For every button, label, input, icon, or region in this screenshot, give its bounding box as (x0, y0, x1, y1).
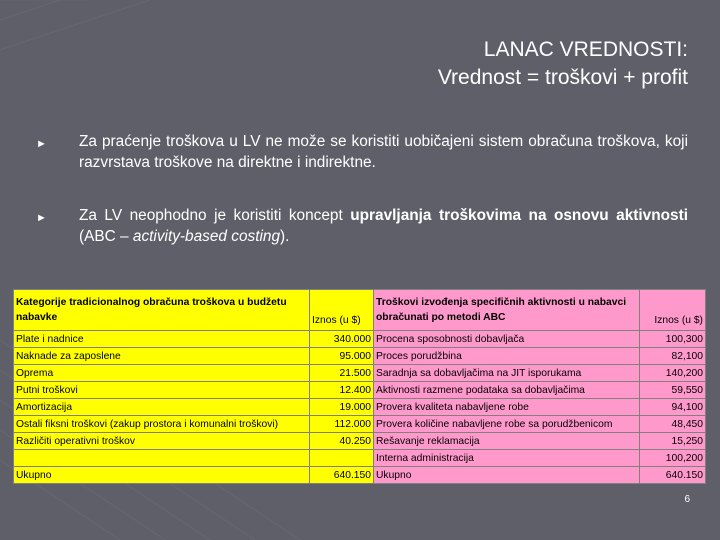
abc-item: Rešavanje reklamacija (374, 433, 640, 450)
header-abc-amount: Iznos (u $) (640, 290, 706, 331)
abc-total-label: Ukupno (374, 467, 640, 484)
abc-item: Provera kvaliteta nabavljene robe (374, 399, 640, 416)
table-row (14, 399, 706, 416)
traditional-amount: 19.000 (310, 399, 374, 416)
traditional-total-amount: 640.150 (310, 467, 374, 484)
abc-amount: 94,100 (640, 399, 706, 416)
table-row (14, 433, 706, 450)
traditional-item: Plate i nadnice (14, 331, 310, 348)
traditional-item: Različiti operativni troškov (14, 433, 310, 450)
traditional-amount: 40.250 (310, 433, 374, 450)
abc-item: Aktivnosti razmene podataka sa dobavljačima (374, 382, 640, 399)
traditional-amount: 95.000 (310, 348, 374, 365)
bullet-2-mid: (ABC – (79, 228, 133, 245)
traditional-total-label: Ukupno (14, 467, 310, 484)
abc-item: Interna administracija (374, 450, 640, 467)
table-row (14, 382, 706, 399)
bullet-2-bold: upravljanja troškovima na osnovu aktivnosti (350, 207, 688, 224)
table-row (14, 450, 706, 467)
table-total-row (14, 467, 706, 484)
bullet-arrow-icon: ► (36, 212, 47, 224)
abc-amount: 15,250 (640, 433, 706, 450)
bullet-1-text: Za praćenje troškova u LV ne može se koristiti uobičajeni sistem obračuna troškova, koji razvrstava troškove na direktne i indirektne. (79, 133, 688, 171)
bullet-2 (36, 205, 688, 247)
title-line-2: Vrednost = troškovi + profit (437, 66, 688, 89)
bullet-2-pre: Za LV neophodno je koristiti koncept (79, 207, 351, 224)
traditional-amount: 21.500 (310, 365, 374, 382)
traditional-item: Putni troškovi (14, 382, 310, 399)
traditional-amount (310, 450, 374, 467)
table-header-row (14, 290, 706, 331)
header-abc-category: Troškovi izvođenja specifičnih aktivnosti u nabavci obračunati po metodi ABC (374, 290, 640, 331)
traditional-amount: 12.400 (310, 382, 374, 399)
header-traditional-category: Kategorije tradicionalnog obračuna troškova u budžetu nabavke (14, 290, 310, 331)
abc-amount: 140,200 (640, 365, 706, 382)
traditional-item: Oprema (14, 365, 310, 382)
table-row (14, 348, 706, 365)
traditional-item: Ostali fiksni troškovi (zakup prostora i komunalni troškovi) (14, 416, 310, 433)
page-number: 6 (684, 494, 690, 505)
abc-amount: 100,200 (640, 450, 706, 467)
bullet-2-text (79, 205, 688, 247)
cost-comparison-table (13, 289, 706, 484)
table-row (14, 416, 706, 433)
abc-amount: 100,300 (640, 331, 706, 348)
title-line-1: LANAC VREDNOSTI: (483, 38, 688, 61)
bullet-2-post: ). (280, 228, 290, 245)
abc-item: Provera količine nabavljene robe sa porudžbenicom (374, 416, 640, 433)
abc-item: Saradnja sa dobavljačima na JIT isporukama (374, 365, 640, 382)
table-row (14, 365, 706, 382)
bullet-arrow-icon: ► (36, 138, 47, 150)
abc-amount: 59,550 (640, 382, 706, 399)
traditional-item: Amortizacija (14, 399, 310, 416)
traditional-item (14, 450, 310, 467)
traditional-amount: 340.000 (310, 331, 374, 348)
bullet-2-italic: activity-based costing (132, 228, 281, 245)
header-traditional-amount: Iznos (u $) (310, 290, 374, 331)
abc-item: Proces porudžbina (374, 348, 640, 365)
slide-title (438, 36, 688, 92)
bullet-1 (36, 131, 688, 173)
traditional-amount: 112.000 (310, 416, 374, 433)
table-row (14, 331, 706, 348)
traditional-item: Naknade za zaposlene (14, 348, 310, 365)
abc-item: Procena sposobnosti dobavljača (374, 331, 640, 348)
abc-amount: 48,450 (640, 416, 706, 433)
abc-amount: 82,100 (640, 348, 706, 365)
abc-total-amount: 640.150 (640, 467, 706, 484)
